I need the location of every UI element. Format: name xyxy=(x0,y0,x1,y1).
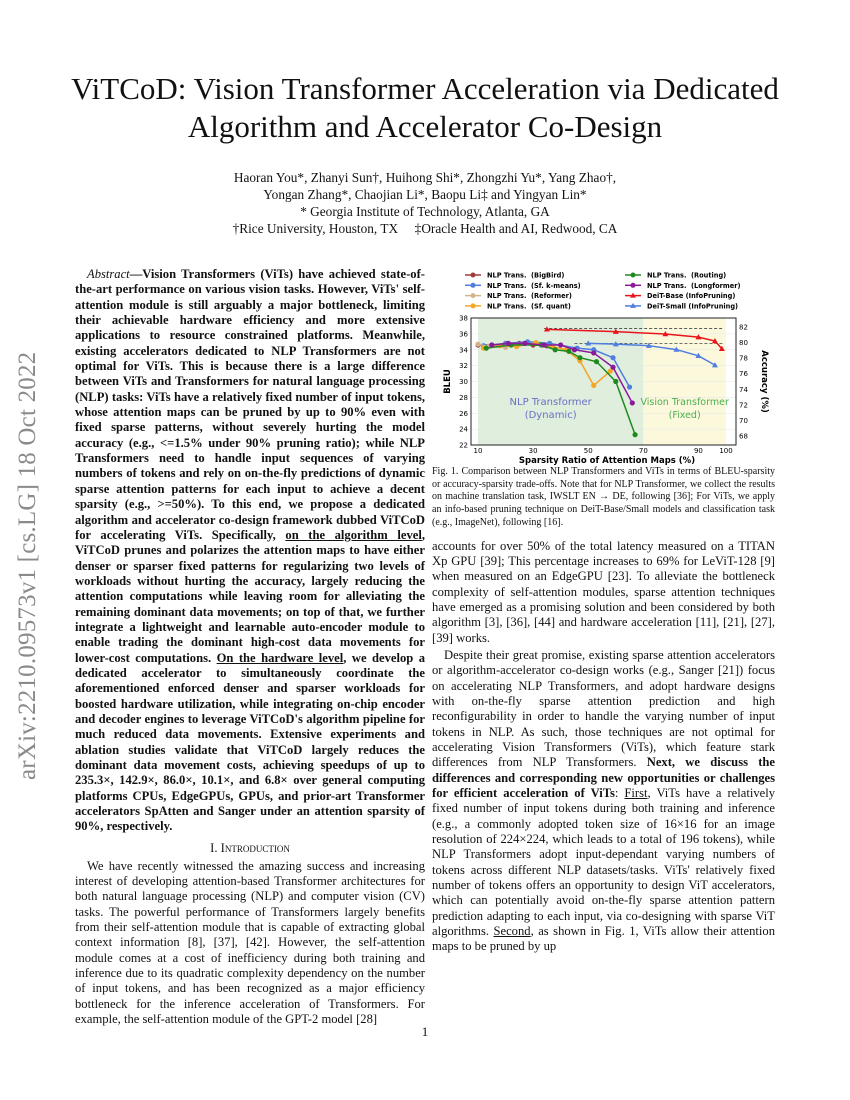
paragraph: Despite their great promise, existing sparse attention accelerators or algorithm-accelerator co-design works (e.g., Sanger [21]) focus on accelerating NLP Transformers, and adopt hardware designs with on-the-fly sparse attention prediction and high reconfigurability in order to handle the varying number of input tokens in NLP. As such, those techniques are not optimal for accelerating Vision Transformers (ViTs), which feature stark differences from NLP Transformers. Next, we discuss the differences and corresponding new opportunities or challenges for efficient acceleration of ViTs: First, ViTs have a relatively fixed number of input tokens during both training and inference (e.g., a commonly adopted token size of 16×16 for an image resolution of 224×224, which leads to a total of 196 tokens), while NLP Transformers adopt input-dependant varying numbers of tokens across different NLP datasets/tasks. ViTs' relatively fixed number of tokens offers an opportunity to design ViT accelerators, which can potentially avoid on-the-fly sparse attention pattern prediction adapting to each input, via co-designing with sparse ViT algorithms. Second, as shown in Fig. 1, ViTs allow their attention maps to be pruned by up xyxy=(432,647,776,954)
legend-marker xyxy=(471,283,476,288)
abstract-text: —Vision Transformers (ViTs) have achieved state-of-the-art performance on various vision tasks. However, ViTs' self-attention module is still arguably a major bottleneck, limiting their achievable hardware efficiency and more extensive applications to resource constrained platforms. Meanwhile, existing accelerators dedicated to NLP Transformers are not optimal for ViTs. This is because there is a large difference between ViTs and Transformers for natural language processing (NLP) tasks: ViTs have a relatively fixed number of input tokens, whose attention maps can be pruned by up to 90% even with fixed sparse patterns, without severely hurting the model accuracy (e.g., <=1.5% under 90% pruning ratio); while NLP Transformers need to handle input sequences of varying numbers of tokens and rely on on-the-fly predictions of dynamic sparse attention patterns for each input to achieve a decent sparsity (e.g., >=50%). To this end, we propose a dedicated algorithm and accelerator co-design framework dubbed ViTCoD for accelerating ViTs. Specifically, xyxy=(75,267,425,542)
x-tick-label: 90 xyxy=(693,447,703,455)
data-point xyxy=(566,349,571,354)
affiliation: †Rice University, Houston, TX ‡Oracle Health and AI, Redwood, CA xyxy=(232,221,618,236)
y2-tick-label: 82 xyxy=(739,323,748,332)
right-column xyxy=(432,466,775,955)
x-tick-label: 100 xyxy=(719,447,733,455)
page-number: 1 xyxy=(421,1024,429,1039)
abstract-label: Abstract xyxy=(87,267,130,281)
legend-label: NLP Trans. (BigBird) xyxy=(487,271,565,280)
arxiv-identifier-stamp: arXiv:2210.09573v1 [cs.LG] 18 Oct 2022 xyxy=(14,351,41,780)
abstract-text: , we develop a dedicated accelerator to simultaneously coordinate the aforementioned enforced denser and sparser workloads for boosted hardware utilization, while integrating on-chip encoder and decoder engines to leverage ViTCoD's algorithm pipeline for much reduced data movements. Extensive experiments and ablation studies validate that ViTCoD largely reduces the dominant data movement costs, achieving speedups of up to 235.3×, 142.9×, 86.0×, 10.1×, and 6.8× over general computing platforms CPUs, EdgeGPUs, GPUs, and prior-art Transformer accelerators SpAtten and Sanger under an attention sparsity of 90%, respectively. xyxy=(75,650,426,834)
y-tick-label: 38 xyxy=(459,314,468,323)
data-point xyxy=(632,432,637,437)
y-tick-label: 26 xyxy=(459,409,468,418)
data-point xyxy=(489,342,494,347)
author-line: Yongan Zhang*, Chaojian Li*, Baopu Li‡ and Yingyan Lin* xyxy=(263,187,587,202)
data-point xyxy=(630,400,635,405)
x-tick-label: 10 xyxy=(473,447,483,455)
legend-marker xyxy=(471,293,476,298)
y-tick-label: 34 xyxy=(459,346,468,355)
abstract-text: , ViTCoD prunes and polarizes the attention maps to have either denser or sparser fixed patterns for regularizing two levels of workloads without hurting the accuracy, largely reducing the attention computations while leaving room for alleviating the remaining dominant data movements; on top of that, we further integrate a lightweight and learnable auto-encoder module to enable trading the dominant high-cost data movements for lower-cost computations. xyxy=(75,527,425,665)
data-point xyxy=(542,342,547,347)
x-axis-label: Sparsity Ratio of Attention Maps (%) xyxy=(518,456,696,466)
y-axis-label: BLEU xyxy=(443,369,453,394)
region-label: NLP Transformer xyxy=(509,397,592,408)
data-point xyxy=(484,346,489,351)
right-column-body xyxy=(432,539,775,955)
x-tick-label: 50 xyxy=(583,447,593,455)
abstract-emphasis: On the hardware level xyxy=(216,650,344,665)
data-point xyxy=(610,355,615,360)
data-point xyxy=(627,384,632,389)
data-point xyxy=(591,350,596,355)
abstract-emphasis: on the algorithm level xyxy=(285,527,422,542)
region-label: (Fixed) xyxy=(668,410,701,421)
left-column xyxy=(75,267,425,1028)
figure-1-chart xyxy=(430,265,775,466)
y-tick-label: 28 xyxy=(459,393,468,402)
legend-marker xyxy=(471,273,476,278)
legend-label: NLP Trans. (Reformer) xyxy=(487,292,572,301)
intro-body xyxy=(75,859,425,1028)
x-tick-label: 30 xyxy=(528,447,538,455)
legend-marker xyxy=(471,303,476,308)
data-point xyxy=(613,379,618,384)
section-heading: I. Introduction xyxy=(210,840,290,855)
region-label: (Dynamic) xyxy=(524,410,577,421)
data-point xyxy=(591,383,596,388)
y-tick-label: 24 xyxy=(459,425,468,434)
y-tick-label: 32 xyxy=(459,362,468,371)
y2-tick-label: 80 xyxy=(739,339,748,348)
legend-label: NLP Trans. (Sf. quant) xyxy=(487,302,571,311)
y2-tick-label: 74 xyxy=(739,385,748,394)
legend-label: NLP Trans. (Routing) xyxy=(647,271,727,280)
y2-tick-label: 78 xyxy=(739,354,748,363)
paragraph: We have recently witnessed the amazing success and increasing interest of developing attention-based Transformer architectures for both natural language processing (NLP) and computer vision (CV) tasks. The powerful performance of Transformers largely benefits from their self-attention module that is capable of extracting global context information [8], [37], [42]. However, the self-attention module comes at a cost of inefficiency during both training and inference due to its quadratic complexity dependency on the number of input tokens, and has been recognized as a major efficiency bottleneck for the inference acceleration of Transformers. For example, the self-attention module of the GPT-2 model [28] xyxy=(75,858,425,1027)
x-tick-label: 70 xyxy=(638,447,648,455)
legend-marker xyxy=(631,273,636,278)
data-point xyxy=(610,365,615,370)
y2-axis-label: Accuracy (%) xyxy=(759,350,769,413)
data-point xyxy=(553,347,558,352)
data-point xyxy=(594,359,599,364)
figure-caption: Fig. 1. Comparison between NLP Transformers and ViTs in terms of BLEU-sparsity or accuracy-sparsity trade-offs. Note that for NLP Transformer, we collect the results on machine translation task, IWSLT EN → DE, following [36]; For ViTs, we apply an info-based pruning technique on DeiT-Base/Small models and classification task (e.g., ImageNet), following [16]. xyxy=(432,466,775,528)
y2-tick-label: 68 xyxy=(739,432,748,441)
data-point xyxy=(522,341,527,346)
y2-tick-label: 76 xyxy=(739,370,748,379)
legend-label: DeiT-Base (InfoPruning) xyxy=(647,292,736,301)
legend-label: DeiT-Small (InfoPruning) xyxy=(647,302,739,311)
y-tick-label: 30 xyxy=(459,378,468,386)
abstract xyxy=(75,267,425,835)
affiliation: * Georgia Institute of Technology, Atlanta, GA xyxy=(300,204,550,219)
author-line: Haoran You*, Zhanyi Sun†, Huihong Shi*, Zhongzhi Yu*, Yang Zhao†, xyxy=(233,170,617,185)
region-label: Vision Transformer xyxy=(640,397,729,408)
y-tick-label: 22 xyxy=(459,441,468,450)
paragraph: accounts for over 50% of the total latency measured on a TITAN Xp GPU [39]; This percentage increases to 69% for LeViT-128 [9] when measured on an EdgeGPU [23]. To alleviate the bottleneck complexity of self-attention modules, sparse attention techniques have emerged as a promising solution and been considered by both algorithm [3], [36], [44] and hardware acceleration [11], [21], [27], [39] works. xyxy=(432,538,775,645)
legend-label: NLP Trans. (Sf. k-means) xyxy=(487,281,581,290)
paper-title: ViTCoD: Vision Transformer Acceleration via Dedicated Algorithm and Accelerator Co-Design xyxy=(71,71,779,144)
legend-label: NLP Trans. (Longformer) xyxy=(647,281,741,290)
emphasis: Second xyxy=(493,924,531,939)
emphasis: Next, we discuss the differences and corresponding new opportunities or challenges for efficient acceleration of ViTs xyxy=(432,755,776,801)
legend-marker xyxy=(631,283,636,288)
data-point xyxy=(577,355,582,360)
data-point xyxy=(572,347,577,352)
data-point xyxy=(506,341,511,346)
y2-tick-label: 72 xyxy=(739,401,748,410)
emphasis: First xyxy=(624,786,648,801)
data-point xyxy=(475,342,480,347)
data-point xyxy=(558,342,563,347)
y2-tick-label: 70 xyxy=(739,416,748,425)
y-tick-label: 36 xyxy=(459,330,468,339)
